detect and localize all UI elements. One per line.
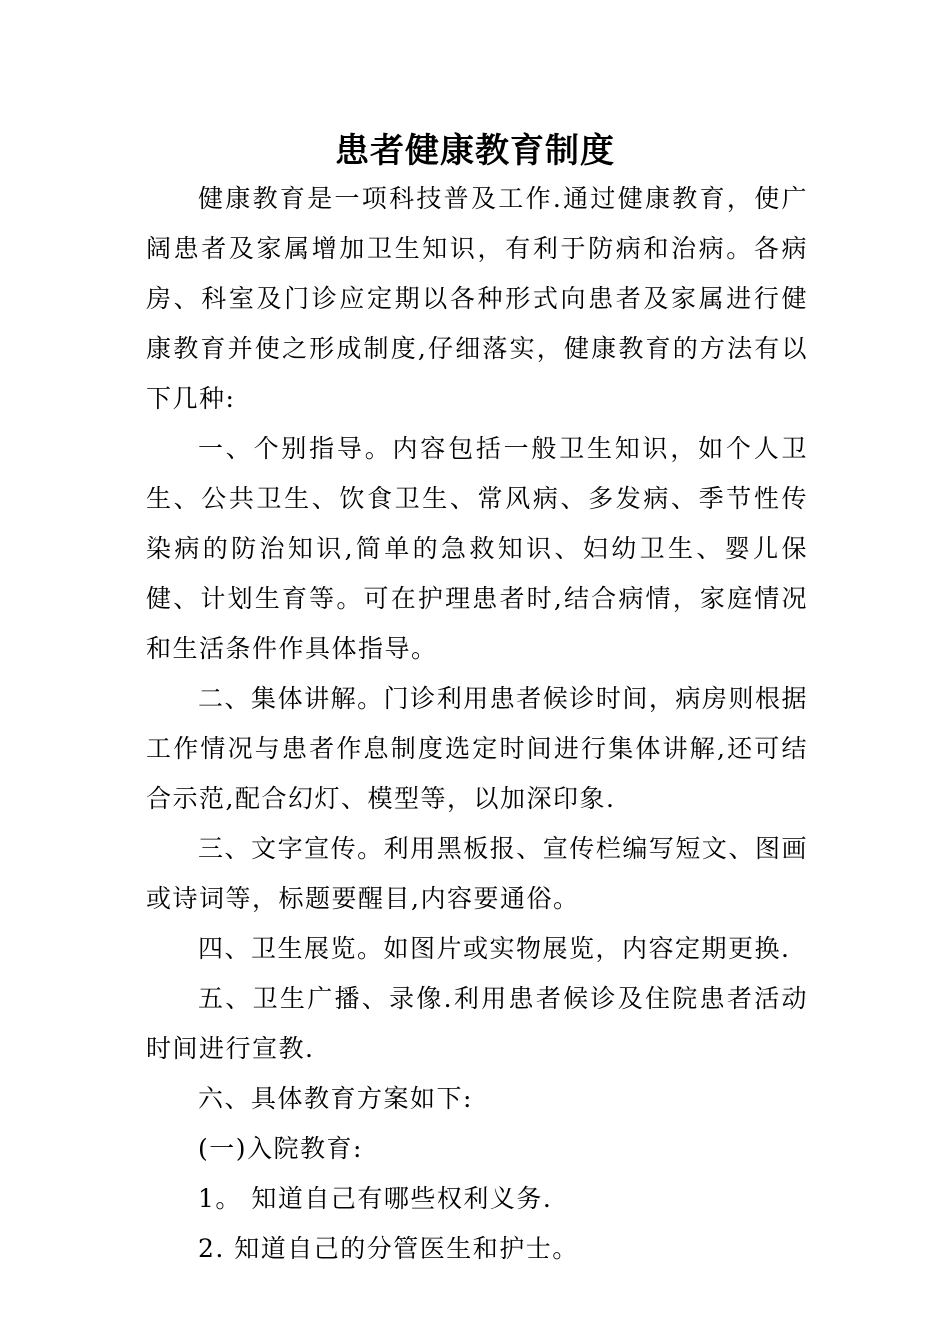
document-title: 患者健康教育制度 xyxy=(335,131,615,171)
paragraph-health-exhibition: 四、卫生展览。如图片或实物展览，内容定期更换. xyxy=(198,934,791,963)
paragraph-education-plan: 六、具体教育方案如下: xyxy=(198,1084,473,1113)
list-item-rights-obligations: 1。 知道自己有哪些权利义务. xyxy=(198,1184,553,1213)
paragraph-intro: 健康教育是一项科技普及工作.通过健康教育，使广阔患者及家属增加卫生知识，有利于防病和治病。各病房、科室及门诊应定期以各种形式向患者及家属进行健康教育并使之形成制度,仔细落实，健康教育的方法有以下几种: xyxy=(146,184,808,413)
document-body xyxy=(146,174,808,1274)
paragraph-group-lecture: 二、集体讲解。门诊利用患者候诊时间，病房则根据工作情况与患者作息制度选定时间进行集体讲解,还可结合示范,配合幻灯、模型等，以加深印象. xyxy=(146,684,808,813)
paragraph-broadcast-video: 五、卫生广播、录像.利用患者候诊及住院患者活动时间进行宣教. xyxy=(146,984,808,1063)
paragraph-individual-guidance: 一、个别指导。内容包括一般卫生知识，如个人卫生、公共卫生、饮食卫生、常风病、多发病、季节性传染病的防治知识,简单的急救知识、妇幼卫生、婴儿保健、计划生育等。可在护理患者时,结合病情，家庭情况和生活条件作具体指导。 xyxy=(146,434,808,663)
list-item-doctor-nurse: 2. 知道自己的分管医生和护士。 xyxy=(198,1234,579,1263)
paragraph-admission-education: (一)入院教育: xyxy=(198,1134,363,1163)
paragraph-written-publicity: 三、文字宣传。利用黑板报、宣传栏编写短文、图画或诗词等，标题要醒目,内容要通俗。 xyxy=(146,834,808,913)
